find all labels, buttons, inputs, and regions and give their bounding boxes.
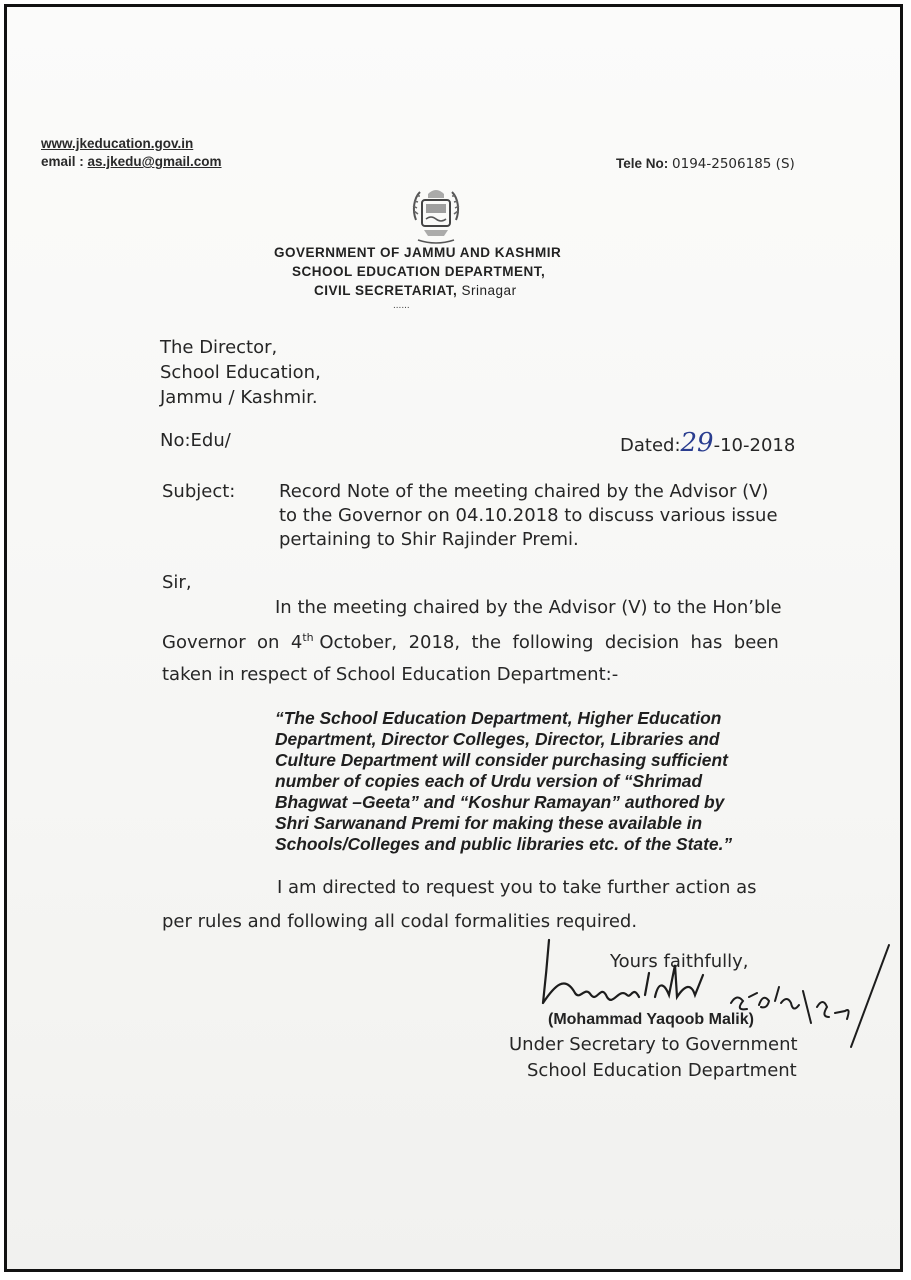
dated-month-year: -10-2018 [713, 435, 796, 456]
para2-line-2: per rules and following all codal formalities required. [162, 911, 638, 932]
govt-title: GOVERNMENT OF JAMMU AND KASHMIR [274, 245, 562, 260]
dated-day-handwritten: 29 [680, 428, 714, 458]
email-label: email : [41, 154, 84, 169]
yours-faithfully: Yours faithfully, [610, 951, 749, 972]
telephone-number: 0194-2506185 (S) [672, 156, 795, 172]
signatory-department: School Education Department [527, 1060, 797, 1081]
website-link[interactable]: www.jkeducation.gov.in [41, 136, 194, 151]
addressee-line-1: The Director, [160, 337, 278, 358]
addressee-line-2: School Education, [160, 362, 321, 383]
quote-line-7: Schools/Colleges and public libraries etc. of the State.” [275, 834, 733, 854]
para1-line-3: taken in respect of School Education Department:- [162, 664, 619, 685]
secretariat-title: CIVIL SECRETARIAT, Srinagar [314, 283, 517, 298]
reference-number: No:Edu/ [160, 430, 231, 451]
signatory-name: (Mohammad Yaqoob Malik) [548, 1011, 754, 1028]
addressee-line-3: Jammu / Kashmir. [160, 387, 318, 408]
para1-line-2: Governor on 4th October, 2018, the following decision has been [162, 631, 779, 653]
dated-line [620, 428, 795, 458]
quote-line-4: number of copies each of Urdu version of “Shrimad [275, 771, 703, 791]
quote-line-6: Shri Sarwanand Premi for making these available in [275, 813, 703, 833]
subject-line-1: Record Note of the meeting chaired by the Advisor (V) [279, 481, 769, 502]
subject-line-2: to the Governor on 04.10.2018 to discuss various issue [279, 505, 778, 526]
subject-label: Subject: [162, 481, 236, 502]
subject-line-3: pertaining to Shir Rajinder Premi. [279, 529, 579, 550]
salutation: Sir, [162, 572, 192, 593]
state-emblem-icon [408, 184, 464, 246]
quote-line-5: Bhagwat –Geeta” and “Koshur Ramayan” authored by [275, 792, 725, 812]
dated-label: Dated: [620, 435, 681, 456]
handwritten-signature [535, 935, 895, 1050]
quote-line-2: Department, Director Colleges, Director, Libraries and [275, 729, 720, 749]
telephone-line: Tele No: 0194-2506185 (S) [616, 156, 795, 172]
signatory-designation: Under Secretary to Government [509, 1034, 798, 1055]
quote-line-3: Culture Department will consider purchasing sufficient [275, 750, 728, 770]
email-link[interactable]: as.jkedu@gmail.com [87, 154, 222, 169]
header-dots: ...... [393, 300, 410, 311]
department-title: SCHOOL EDUCATION DEPARTMENT, [292, 264, 546, 279]
quote-line-1: “The School Education Department, Higher Education [275, 708, 722, 728]
email-line [41, 154, 222, 169]
para1-line-1: In the meeting chaired by the Advisor (V) to the Hon’ble [275, 597, 782, 618]
para2-line-1: I am directed to request you to take further action as [277, 877, 757, 898]
